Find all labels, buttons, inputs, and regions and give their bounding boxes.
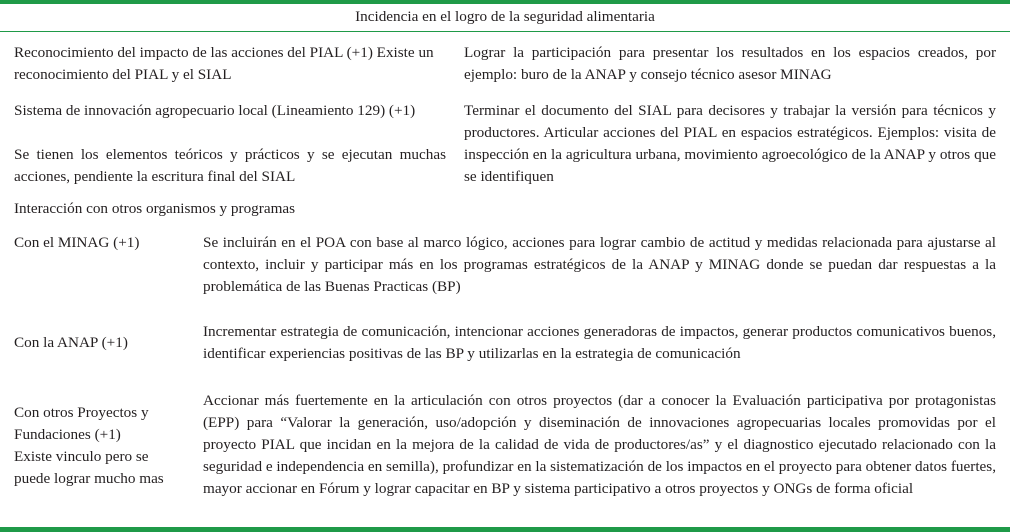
row1-left: Reconocimiento del impacto de las acciones del PIAL (+1) Existe un reconocimiento del PIAL y el SIAL [14,44,434,83]
row1-right: Lograr la participación para presentar los resultados en los espacios creados, por ejemplo: buro de la ANAP y consejo técnico asesor MINAG [464,44,996,83]
otros-label: Con otros Proyectos y Fundaciones (+1) [14,404,149,443]
top-rule [0,0,1010,4]
section-heading: Interacción con otros organismos y programas [14,200,296,217]
bottom-rule [0,527,1010,532]
header-rule [0,31,1010,32]
minag-text: Se incluirán en el POA con base al marco lógico, acciones para lograr cambio de actitud y medidas relacionada para ajustarse al contexto, incluir y participar más en los programas estratégicos de la ANAP y MINAG donde se puedan dar respuestas a la problemática de las Buenas Practicas (BP) [203,234,996,295]
anap-label: Con la ANAP (+1) [14,334,128,351]
row2-right: Terminar el documento del SIAL para decisores y trabajar la versión para técnicos y productores. Articular acciones del PIAL en espacios estratégicos. Ejemplos: visita de inspección en la agricultura urbana, movimiento agroecológico de la ANAP y otros que se identifiquen [464,102,996,185]
table-title: Incidencia en el logro de la seguridad alimentaria [355,8,655,25]
row2-left-title: Sistema de innovación agropecuario local (Lineamiento 129) (+1) [14,102,416,119]
minag-label: Con el MINAG (+1) [14,234,140,251]
anap-text: Incrementar estrategia de comunicación, intencionar acciones generadoras de impactos, generar productos comunicativos buenos, identificar experiencias positivas de las BP y utilizarlas en la estrategia de comunicación [203,323,996,362]
row2-left-note: Se tienen los elementos teóricos y prácticos y se ejecutan muchas acciones, pendiente la escritura final del SIAL [14,146,446,185]
otros-note: Existe vinculo pero se puede lograr mucho mas [14,448,164,487]
otros-text: Accionar más fuertemente en la articulación con otros proyectos (dar a conocer la Evaluación participativa por protagonistas (EPP) para “Valorar la generación, uso/adopción y diseminación de innovaciones agropecuarias locales promovidas por el proyecto PIAL que incidan en la mejora de la calidad de vida de productores/as” y el diagnostico ejecutado relacionado con la seguridad e independencia en semilla), profundizar en la sistematización de los impactos en el proyecto para obtener datos fuertes, mayor accionar en Fórum y lograr capacitar en BP y sistema participativo a otros proyectos y ONGs de forma oficial [203,392,996,497]
